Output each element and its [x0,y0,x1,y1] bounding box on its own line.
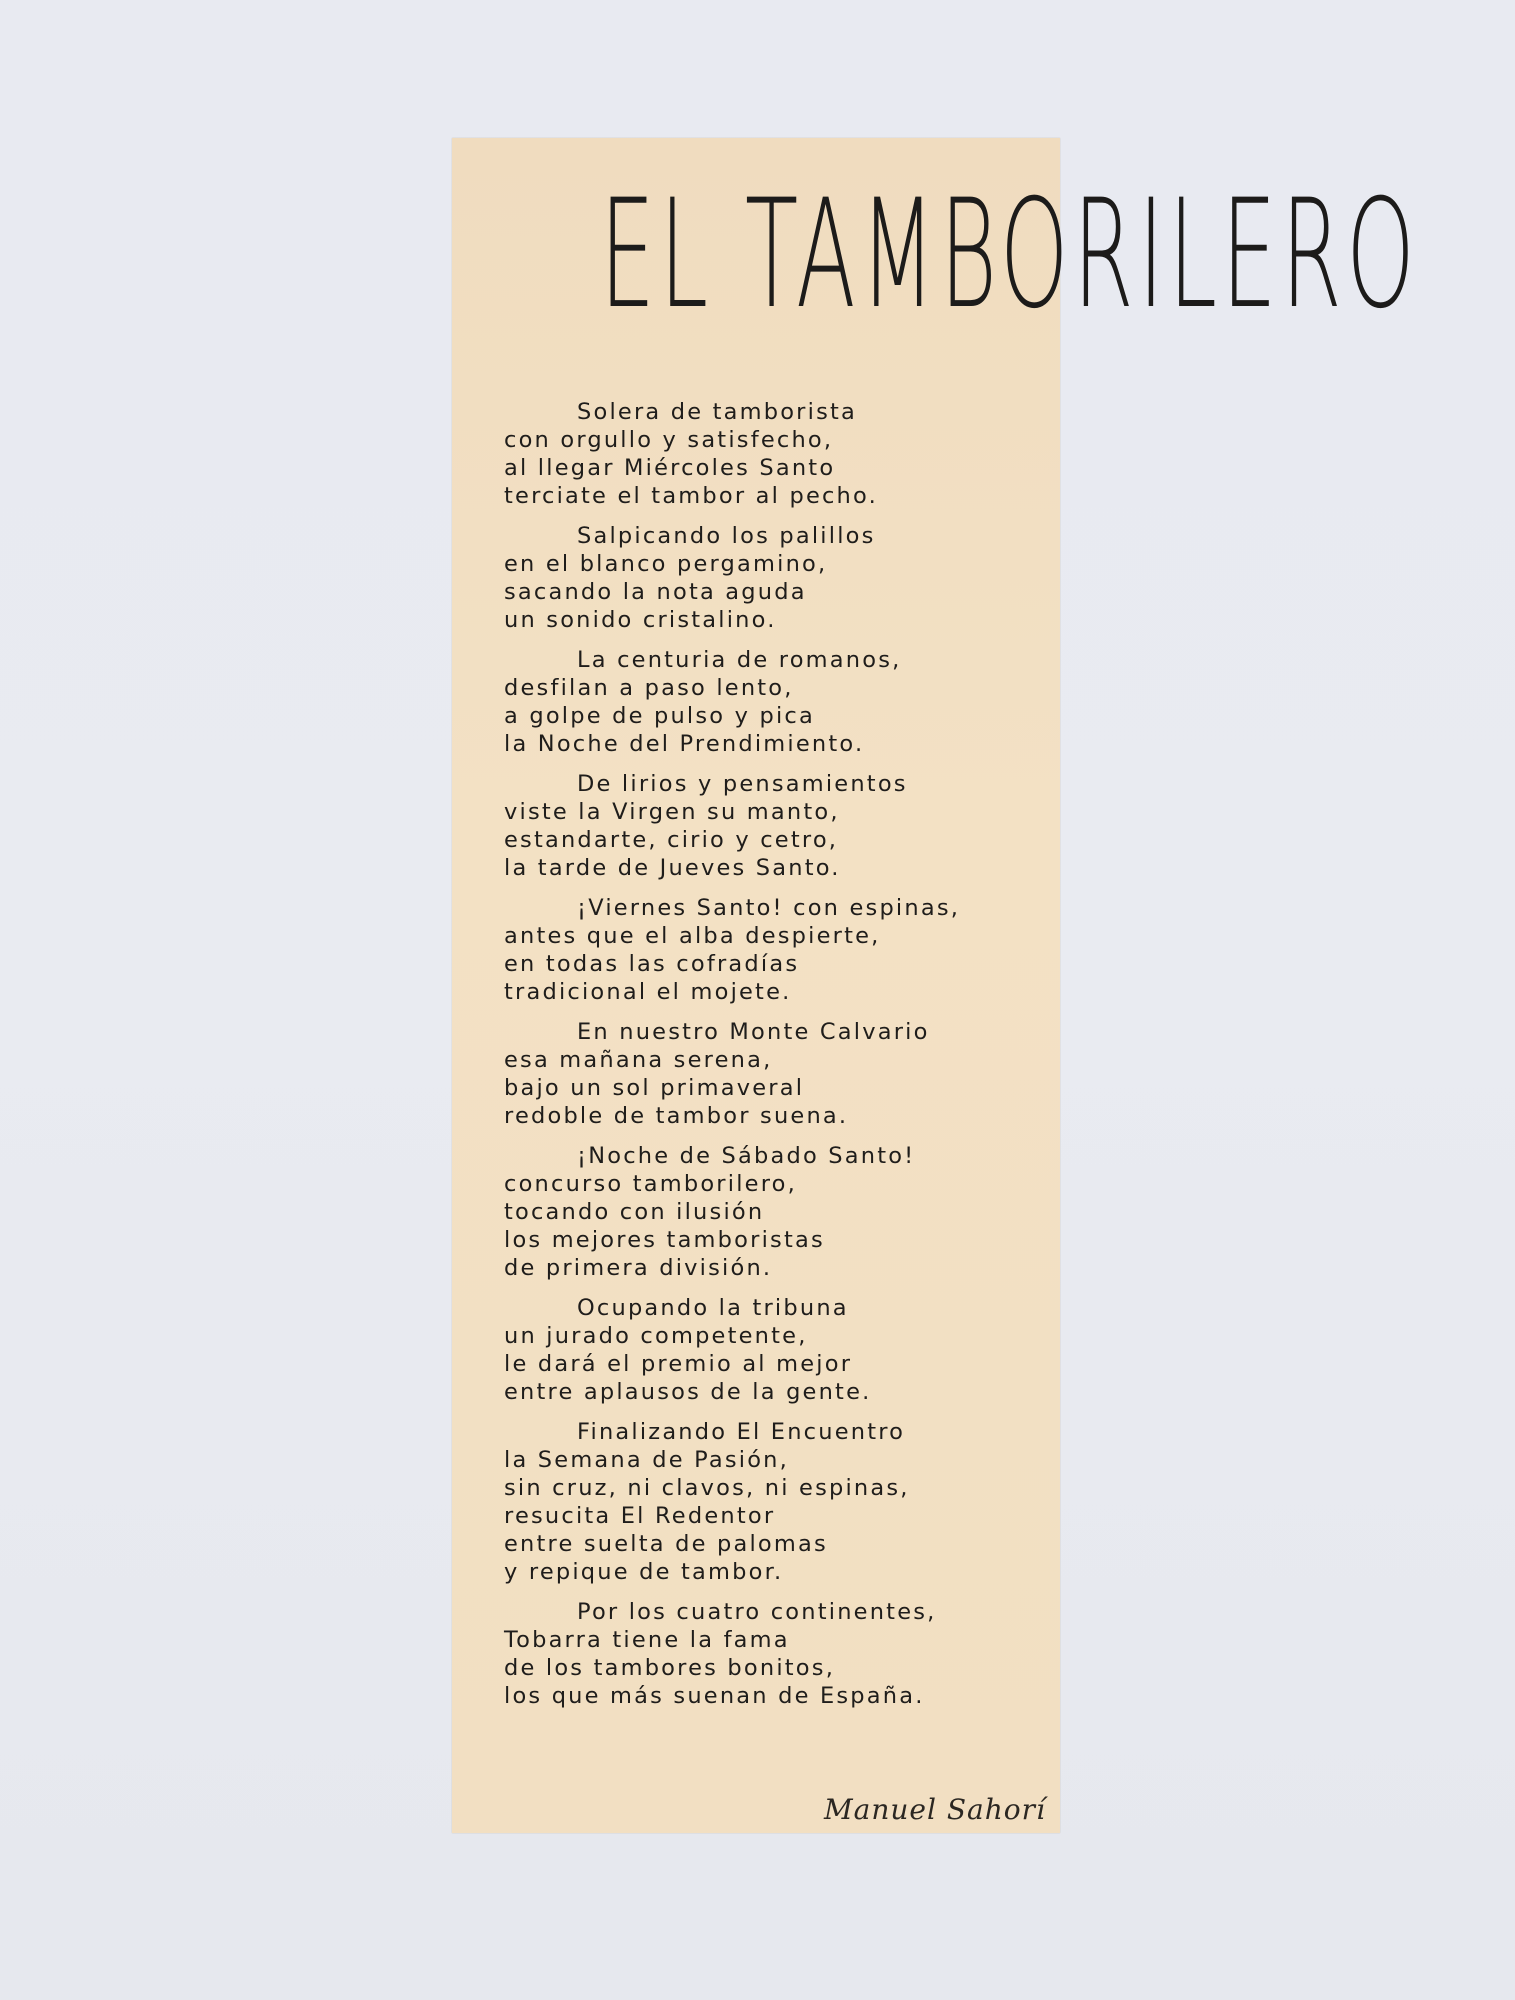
poem-line: tocando con ilusión [504,1199,765,1225]
poem-line: de los tambores bonitos, [504,1655,836,1681]
poem-line: concurso tamborilero, [504,1171,797,1197]
poem-line: entre aplausos de la gente. [504,1379,872,1405]
poem-line: sacando la nota aguda [504,579,807,605]
poem-line: la Semana de Pasión, [504,1447,789,1473]
poem-line: con orgullo y satisfecho, [504,427,834,453]
poem-line: De lirios y pensamientos [577,771,908,797]
stanza [504,646,1044,758]
poem-line: la Noche del Prendimiento. [504,731,865,757]
poem-line: a golpe de pulso y pica [504,703,815,729]
poem-line: Tobarra tiene la fama [504,1627,790,1653]
stanza [504,1018,1044,1130]
poem-line: Salpicando los palillos [577,523,876,549]
poem-line: terciate el tambor al pecho. [504,483,878,509]
stanza [504,1418,1044,1586]
poem-line: viste la Virgen su manto, [504,799,840,825]
poem-line: la tarde de Jueves Santo. [504,855,841,881]
poem-body [504,398,1044,1722]
poem-line: redoble de tambor suena. [504,1103,849,1129]
stanza [504,1598,1044,1710]
poem-line: tradicional el mojete. [504,979,792,1005]
poem-line: un jurado competente, [504,1323,808,1349]
poem-line: En nuestro Monte Calvario [577,1019,930,1045]
poem-line: esa mañana serena, [504,1047,773,1073]
poem-line: en el blanco pergamino, [504,551,828,577]
poem-line: La centuria de romanos, [577,647,902,673]
poem-line: bajo un sol primaveral [504,1075,805,1101]
poem-title: EL TAMBORILERO [600,168,1420,342]
poem-line: ¡Noche de Sábado Santo! [577,1143,916,1169]
poem-line: Por los cuatro continentes, [577,1599,937,1625]
stanza [504,770,1044,882]
poem-line: desfilan a paso lento, [504,675,794,701]
poem-line: estandarte, cirio y cetro, [504,827,839,853]
poem-line: y repique de tambor. [504,1559,784,1585]
poem-line: un sonido cristalino. [504,607,777,633]
author-signature: Manuel Sahorí [824,1793,1046,1826]
stanza [504,1142,1044,1282]
poem-line: en todas las cofradías [504,951,800,977]
poem-line: Ocupando la tribuna [577,1295,849,1321]
poem-line: Finalizando El Encuentro [577,1419,906,1445]
stanza [504,894,1044,1006]
stanza [504,398,1044,510]
poem-line: los mejores tamboristas [504,1227,825,1253]
stanza [504,522,1044,634]
poem-line: sin cruz, ni clavos, ni espinas, [504,1475,910,1501]
poem-line: Solera de tamborista [577,399,858,425]
poem-line: resucita El Redentor [504,1503,776,1529]
poem-line: de primera división. [504,1255,773,1281]
poem-line: antes que el alba despierte, [504,923,881,949]
poem-line: los que más suenan de España. [504,1683,925,1709]
poem-line: al llegar Miércoles Santo [504,455,836,481]
stanza [504,1294,1044,1406]
poem-line: le dará el premio al mejor [504,1351,853,1377]
poem-line: entre suelta de palomas [504,1531,828,1557]
poem-line: ¡Viernes Santo! con espinas, [577,895,961,921]
